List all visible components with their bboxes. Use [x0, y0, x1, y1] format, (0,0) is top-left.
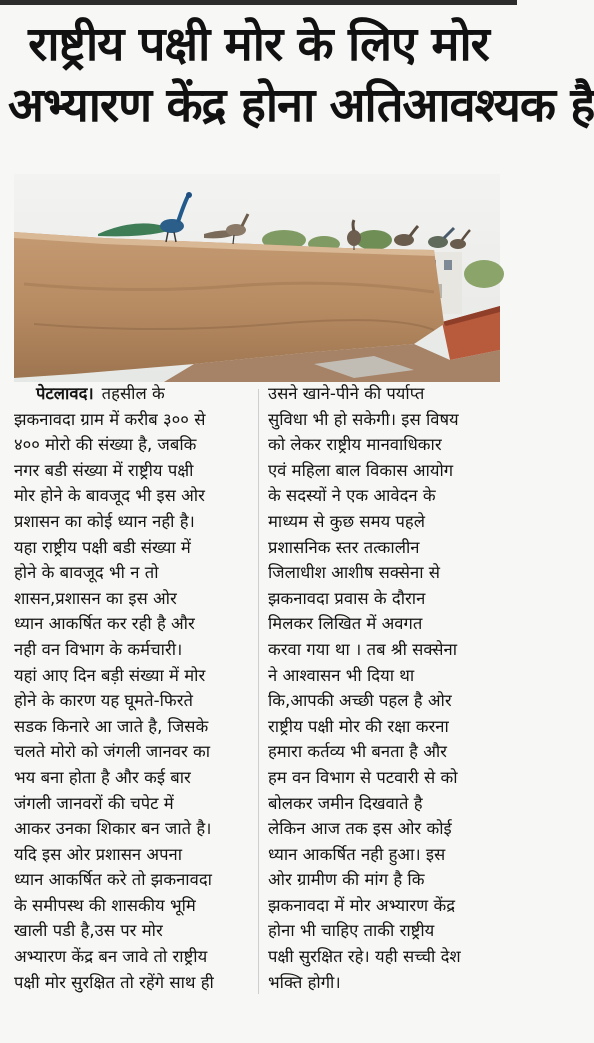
- article-line: ४०० मोरो की संख्या है, जबकि: [14, 435, 197, 455]
- news-photo: [14, 174, 500, 382]
- article-line: हम वन विभाग से पटवारी से को: [268, 767, 458, 787]
- article-column-right: [268, 381, 501, 995]
- article-line: खाली पडी है,उस पर मोर: [14, 921, 163, 941]
- article-line: झकनावदा में मोर अभ्यारण केंद्र: [268, 895, 456, 915]
- headline-line-1: राष्ट्रीय पक्षी मोर के लिए मोर: [28, 17, 489, 72]
- article-line: अभ्यारण केंद्र बन जावे तो राष्ट्रीय: [14, 947, 208, 967]
- article-line: नही वन विभाग के कर्मचारी।: [14, 639, 183, 659]
- article-line: राष्ट्रीय पक्षी मोर की रक्षा करना: [268, 716, 449, 736]
- article-line: प्रशासनिक स्तर तत्कालीन: [268, 537, 420, 557]
- article-line: यहा राष्ट्रीय पक्षी बडी संख्या में: [14, 537, 191, 557]
- article-line: बोलकर जमीन दिखवाते है: [268, 793, 423, 813]
- article-line: हमारा कर्तव्य भी बनता है और: [268, 742, 447, 762]
- article-line: के सदस्यों ने एक आवेदन के: [268, 486, 436, 506]
- dateline: पेटलावद।: [36, 384, 94, 403]
- article-line: झकनावदा ग्राम में करीब ३०० से: [14, 409, 206, 429]
- article-line: भय बना होता है और कई बार: [14, 767, 191, 787]
- article-line-text: तहसील के: [101, 384, 165, 403]
- article-body: [14, 381, 502, 1021]
- article-line: पक्षी मोर सुरक्षित तो रहेंगे साथ ही: [14, 972, 214, 992]
- article-line: ने आश्वासन भी दिया था: [268, 665, 415, 685]
- article-line: ध्यान आकर्षित कर रही है और: [14, 614, 195, 634]
- article-line: प्रशासन का कोई ध्यान नही है।: [14, 511, 195, 531]
- article-line: सडक किनारे आ जाते है, जिसके: [14, 716, 209, 736]
- top-rule: [0, 0, 517, 5]
- article-line: जंगली जानवरों की चपेट में: [14, 793, 174, 813]
- article-line: होने के कारण यह घूमते-फिरते: [14, 691, 193, 711]
- column-divider: [258, 389, 259, 994]
- article-column-left: [14, 381, 247, 995]
- article-line: [14, 381, 247, 407]
- article-line: करवा गया था । तब श्री सक्सेना: [268, 639, 458, 659]
- article-line: सुविधा भी हो सकेगी। इस विषय: [268, 409, 459, 429]
- article-line: को लेकर राष्ट्रीय मानवाधिकार: [268, 435, 442, 455]
- article-line: लेकिन आज तक इस ओर कोई: [268, 819, 452, 839]
- article-line: आकर उनका शिकार बन जाते है।: [14, 819, 212, 839]
- article-line: होने के बावजूद भी न तो: [14, 563, 159, 583]
- article-line: ध्यान आकर्षित नही हुआ। इस: [268, 844, 446, 864]
- article-line: एवं महिला बाल विकास आयोग: [268, 460, 454, 480]
- article-line: कि,आपकी अच्छी पहल है ओर: [268, 691, 452, 711]
- article-line: भक्ति होगी।: [268, 972, 341, 992]
- article-line: के समीपस्थ की शासकीय भूमि: [14, 895, 196, 915]
- article-line: मोर होने के बावजूद भी इस ओर: [14, 486, 205, 506]
- article-line: चलते मोरो को जंगली जानवर का: [14, 742, 211, 762]
- article-line: यदि इस ओर प्रशासन अपना: [14, 844, 183, 864]
- article-line: शासन,प्रशासन का इस ओर: [14, 588, 177, 608]
- article-line: मिलकर लिखित में अवगत: [268, 614, 423, 634]
- article-line: पक्षी सुरक्षित रहे। यही सच्ची देश: [268, 947, 461, 967]
- article-line: होना भी चाहिए ताकी राष्ट्रीय: [268, 921, 435, 941]
- headline: [8, 14, 594, 136]
- article-line: नगर बडी संख्या में राष्ट्रीय पक्षी: [14, 460, 194, 480]
- article-line: उसने खाने-पीने की पर्याप्त: [268, 384, 425, 403]
- article-line: ध्यान आकर्षित करे तो झकनावदा: [14, 870, 212, 890]
- article-line: माध्यम से कुछ समय पहले: [268, 511, 425, 531]
- article-line: झकनावदा प्रवास के दौरान: [268, 588, 426, 608]
- article-line: ओर ग्रामीण की मांग है कि: [268, 870, 425, 890]
- article-line: जिलाधीश आशीष सक्सेना से: [268, 563, 441, 583]
- article-line: यहां आए दिन बड़ी संख्या में मोर: [14, 665, 206, 685]
- headline-line-2: अभ्यारण केंद्र होना अतिआवश्यक है: [8, 78, 594, 133]
